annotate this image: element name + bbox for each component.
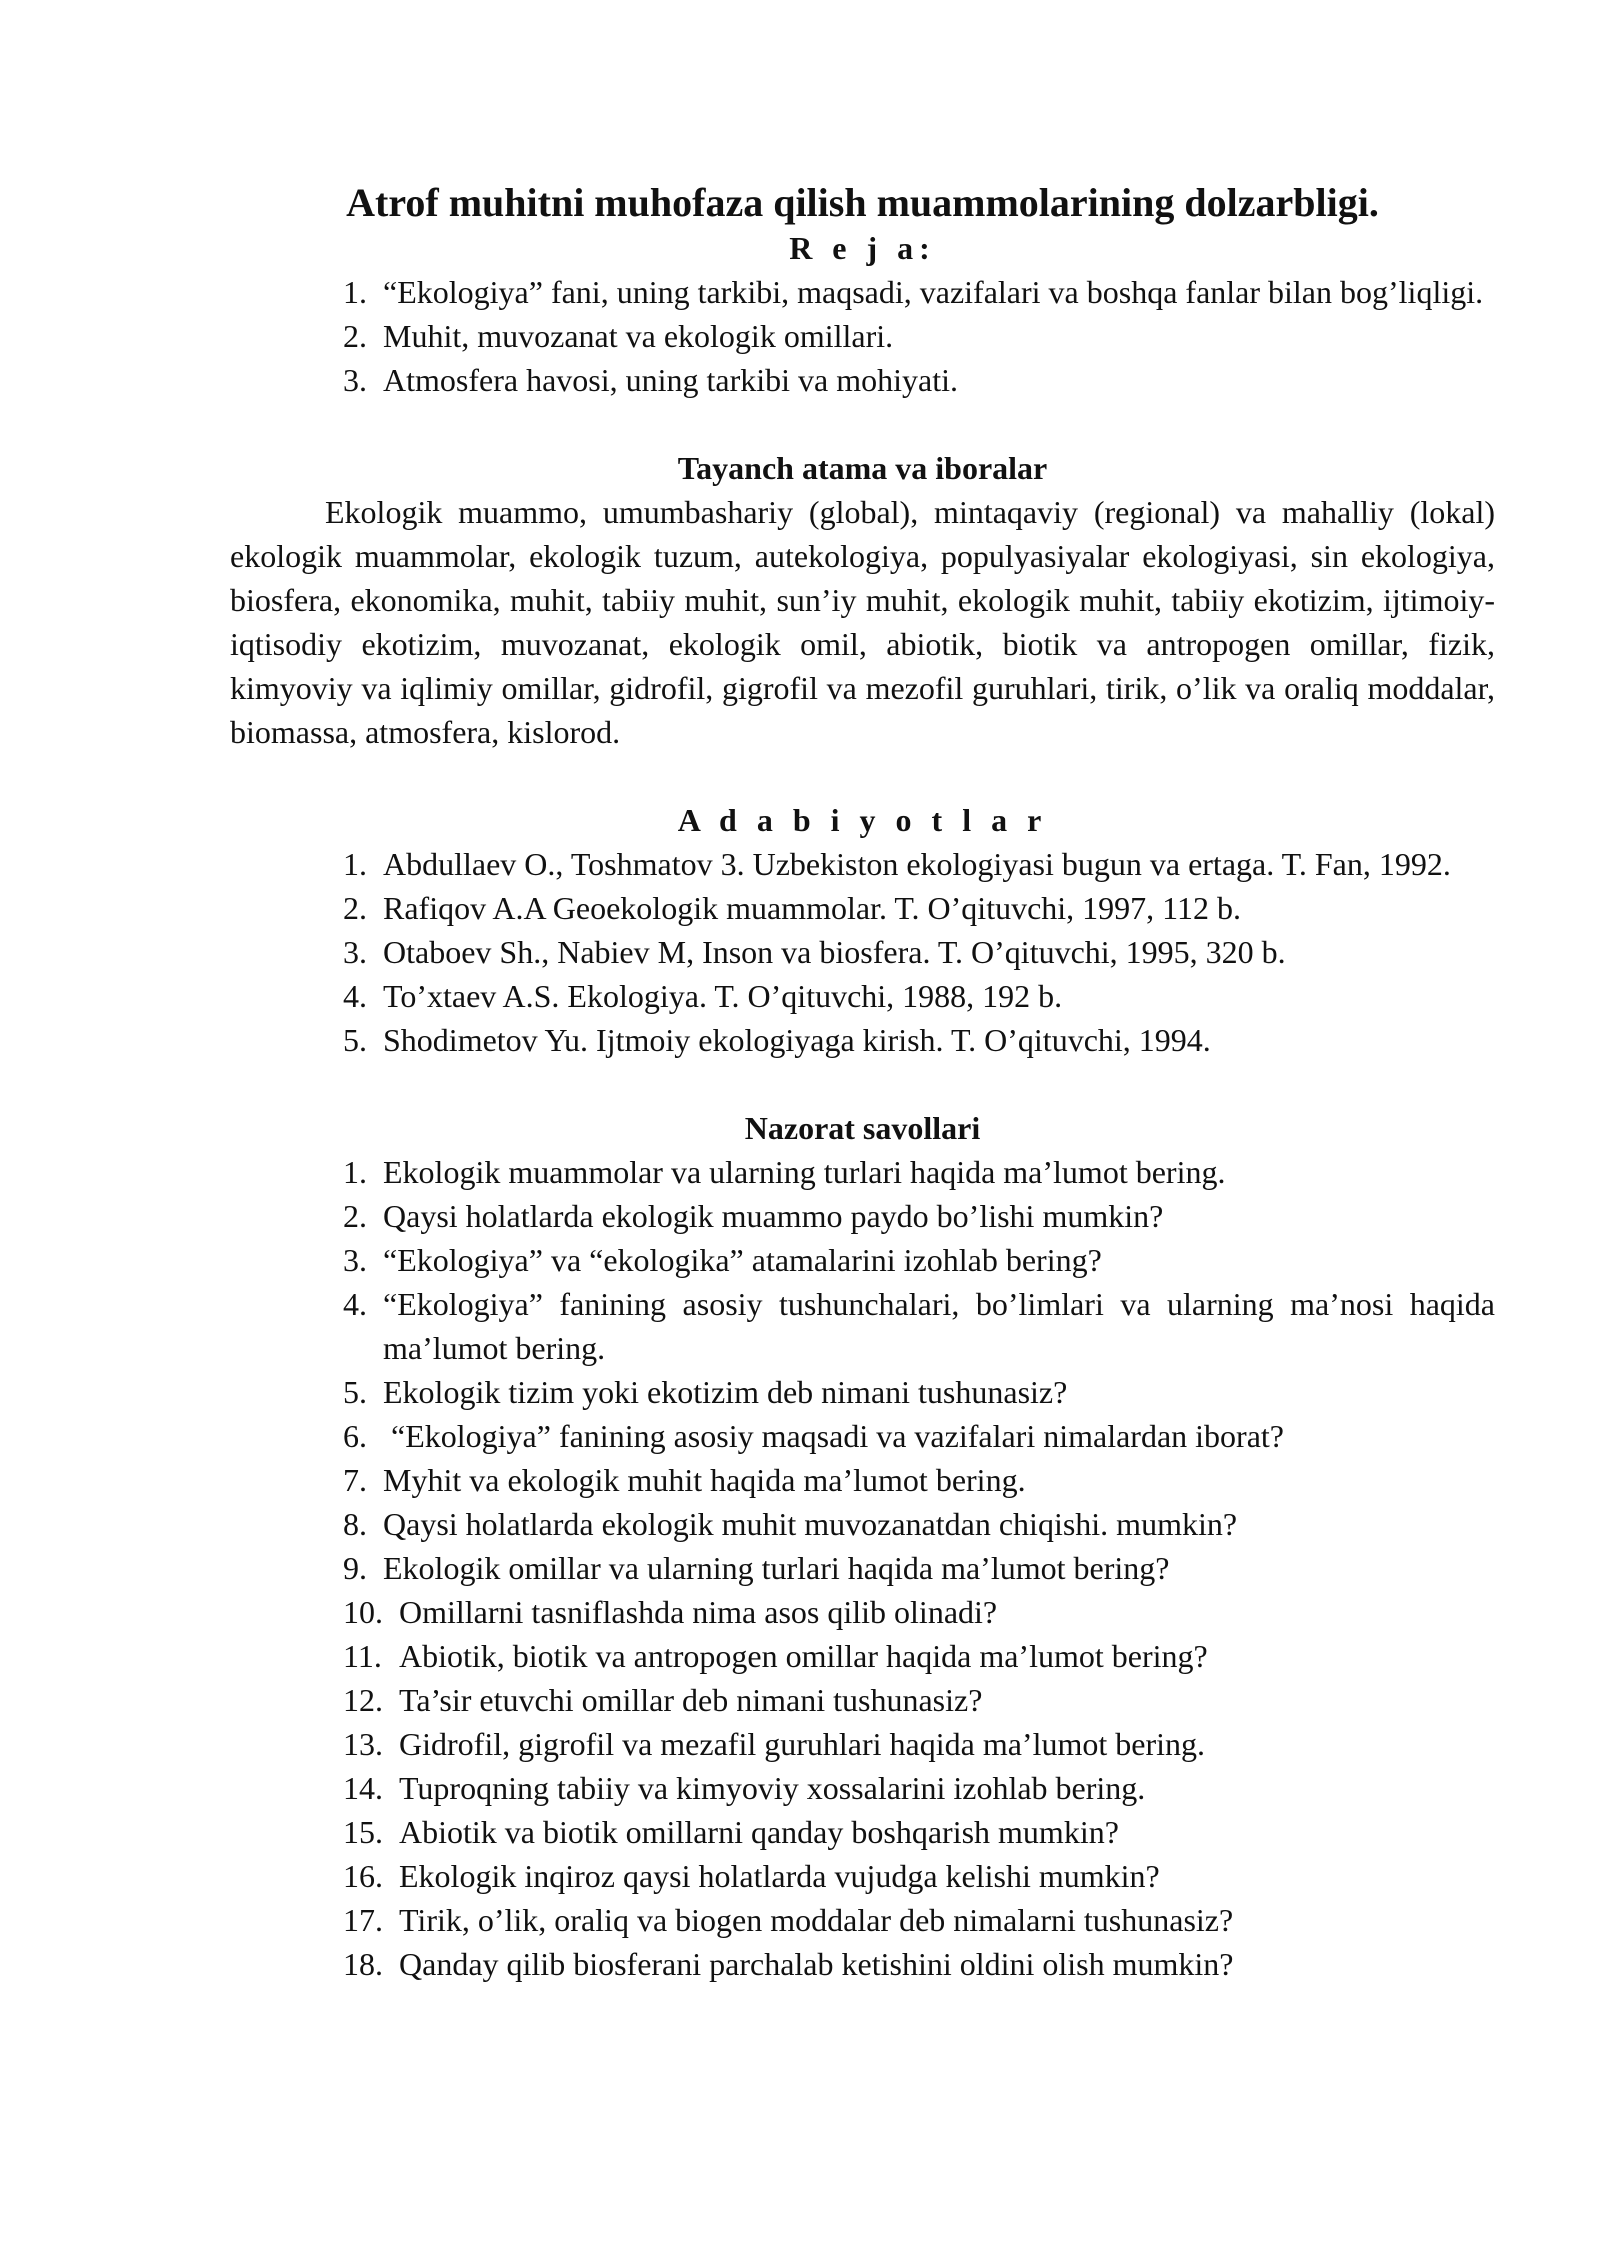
nazorat-item-text: Abiotik, biotik va antropogen omillar haqida ma’lumot bering? [399, 1638, 1208, 1674]
adabiyotlar-item-number: 3. [343, 934, 367, 970]
nazorat-item-number: 4. [343, 1286, 367, 1322]
reja-list [230, 270, 1495, 402]
tayanch-heading: Tayanch atama va iboralar [677, 450, 1048, 486]
nazorat-item-number: 11. [343, 1638, 382, 1674]
reja-item-text: Atmosfera havosi, uning tarkibi va mohiyati. [383, 362, 958, 398]
nazorat-item-number: 15. [343, 1814, 383, 1850]
adabiyotlar-item [343, 1018, 1495, 1062]
nazorat-item [343, 1942, 1495, 1986]
adabiyotlar-list [230, 842, 1495, 1062]
reja-item [343, 314, 1495, 358]
nazorat-item [343, 1194, 1495, 1238]
adabiyotlar-item [343, 842, 1495, 886]
adabiyotlar-item-number: 1. [343, 846, 367, 882]
spacer [230, 754, 1495, 798]
nazorat-item [343, 1370, 1495, 1414]
nazorat-item-text: Ta’sir etuvchi omillar deb nimani tushunasiz? [399, 1682, 983, 1718]
tayanch-paragraph: Ekologik muammo, umumbashariy (global), mintaqaviy (regional) va mahalliy (lokal) ekologik muammolar, ekologik tuzum, autekologiya, populyasiyalar ekologiyasi, sin ekologiya, biosfera, ekonomika, muhit, tabiiy muhit, sun’iy muhit, ekologik muhit, tabiiy ekotizim, ijtimoiy-iqtisodiy ekotizim, muvozanat, ekologik omil, abiotik, biotik va antropogen omillar, fizik, kimyoviy va iqlimiy omillar, gidrofil, gigrofil va mezofil guruhlari, tirik, o’lik va oraliq moddalar, biomassa, atmosfera, kislorod. [230, 494, 1495, 750]
nazorat-item [343, 1722, 1495, 1766]
nazorat-item-text: Ekologik muammolar va ularning turlari haqida ma’lumot bering. [383, 1154, 1226, 1190]
nazorat-item-number: 7. [343, 1462, 367, 1498]
nazorat-item-text: Ekologik omillar va ularning turlari haqida ma’lumot bering? [383, 1550, 1170, 1586]
nazorat-item-text: Qaysi holatlarda ekologik muammo paydo bo’lishi mumkin? [383, 1198, 1164, 1234]
adabiyotlar-heading: A d a b i y o t l a r [677, 802, 1048, 838]
nazorat-heading: Nazorat savollari [744, 1110, 981, 1146]
adabiyotlar-item-text: Abdullaev O., Toshmatov 3. Uzbekiston ekologiyasi bugun va ertaga. T. Fan, 1992. [383, 846, 1451, 882]
nazorat-item-number: 5. [343, 1374, 367, 1410]
document-page [230, 180, 1495, 1986]
nazorat-item-number: 9. [343, 1550, 367, 1586]
nazorat-item [343, 1282, 1495, 1370]
nazorat-item-number: 2. [343, 1198, 367, 1234]
nazorat-item-text: Ekologik inqiroz qaysi holatlarda vujudga kelishi mumkin? [399, 1858, 1160, 1894]
adabiyotlar-item [343, 930, 1495, 974]
nazorat-item-number: 13. [343, 1726, 383, 1762]
nazorat-item-text: Myhit va ekologik muhit haqida ma’lumot bering. [383, 1462, 1026, 1498]
nazorat-item [343, 1678, 1495, 1722]
adabiyotlar-item [343, 974, 1495, 1018]
nazorat-item-number: 16. [343, 1858, 383, 1894]
reja-item [343, 270, 1495, 314]
adabiyotlar-item [343, 886, 1495, 930]
adabiyotlar-item-number: 5. [343, 1022, 367, 1058]
nazorat-item [343, 1766, 1495, 1810]
spacer [230, 402, 1495, 446]
nazorat-item-text: Omillarni tasniflashda nima asos qilib olinadi? [399, 1594, 998, 1630]
nazorat-item [343, 1590, 1495, 1634]
nazorat-item-text: “Ekologiya” fanining asosiy tushunchalari, bo’limlari va ularning ma’nosi haqida ma’lumot bering. [383, 1286, 1495, 1366]
nazorat-item-number: 18. [343, 1946, 383, 1982]
nazorat-item-number: 6. [343, 1418, 367, 1454]
reja-item-number: 3. [343, 362, 367, 398]
reja-item [343, 358, 1495, 402]
nazorat-item-text: “Ekologiya” va “ekologika” atamalarini izohlab bering? [383, 1242, 1102, 1278]
nazorat-item [343, 1634, 1495, 1678]
nazorat-item-text: Qanday qilib biosferani parchalab ketishini oldini olish mumkin? [399, 1946, 1234, 1982]
reja-item-number: 2. [343, 318, 367, 354]
reja-heading: R e j a: [789, 230, 936, 266]
nazorat-item [343, 1854, 1495, 1898]
adabiyotlar-item-number: 2. [343, 890, 367, 926]
spacer [230, 1062, 1495, 1106]
nazorat-item [343, 1150, 1495, 1194]
nazorat-list [230, 1150, 1495, 1986]
nazorat-item [343, 1414, 1495, 1458]
reja-item-text: “Ekologiya” fani, uning tarkibi, maqsadi, vazifalari va boshqa fanlar bilan bog’liqligi. [383, 274, 1484, 310]
adabiyotlar-item-text: Otaboev Sh., Nabiev M, Inson va biosfera. T. O’qituvchi, 1995, 320 b. [383, 934, 1286, 970]
nazorat-item-number: 10. [343, 1594, 383, 1630]
nazorat-item [343, 1458, 1495, 1502]
nazorat-item [343, 1810, 1495, 1854]
nazorat-item-text: Ekologik tizim yoki ekotizim deb nimani tushunasiz? [383, 1374, 1068, 1410]
nazorat-item-number: 3. [343, 1242, 367, 1278]
nazorat-item-number: 17. [343, 1902, 383, 1938]
nazorat-item-text: Abiotik va biotik omillarni qanday boshqarish mumkin? [399, 1814, 1119, 1850]
document-title: Atrof muhitni muhofaza qilish muammolarining dolzarbligi. [346, 180, 1379, 225]
nazorat-item [343, 1546, 1495, 1590]
nazorat-item-number: 8. [343, 1506, 367, 1542]
nazorat-item-number: 1. [343, 1154, 367, 1190]
reja-item-number: 1. [343, 274, 367, 310]
adabiyotlar-item-text: Shodimetov Yu. Ijtmoiy ekologiyaga kirish. T. O’qituvchi, 1994. [383, 1022, 1211, 1058]
adabiyotlar-item-text: To’xtaev A.S. Ekologiya. T. O’qituvchi, 1988, 192 b. [383, 978, 1063, 1014]
nazorat-item-number: 14. [343, 1770, 383, 1806]
reja-item-text: Muhit, muvozanat va ekologik omillari. [383, 318, 894, 354]
nazorat-item-text: Tirik, o’lik, oraliq va biogen moddalar deb nimalarni tushunasiz? [399, 1902, 1234, 1938]
nazorat-item [343, 1898, 1495, 1942]
adabiyotlar-item-number: 4. [343, 978, 367, 1014]
adabiyotlar-item-text: Rafiqov A.A Geoekologik muammolar. T. O’qituvchi, 1997, 112 b. [383, 890, 1241, 926]
nazorat-item [343, 1502, 1495, 1546]
nazorat-item-text: Qaysi holatlarda ekologik muhit muvozanatdan chiqishi. mumkin? [383, 1506, 1238, 1542]
nazorat-item-text: “Ekologiya” fanining asosiy maqsadi va vazifalari nimalardan iborat? [383, 1418, 1284, 1454]
nazorat-item-number: 12. [343, 1682, 383, 1718]
nazorat-item-text: Tuproqning tabiiy va kimyoviy xossalarini izohlab bering. [399, 1770, 1146, 1806]
nazorat-item [343, 1238, 1495, 1282]
nazorat-item-text: Gidrofil, gigrofil va mezafil guruhlari haqida ma’lumot bering. [399, 1726, 1205, 1762]
